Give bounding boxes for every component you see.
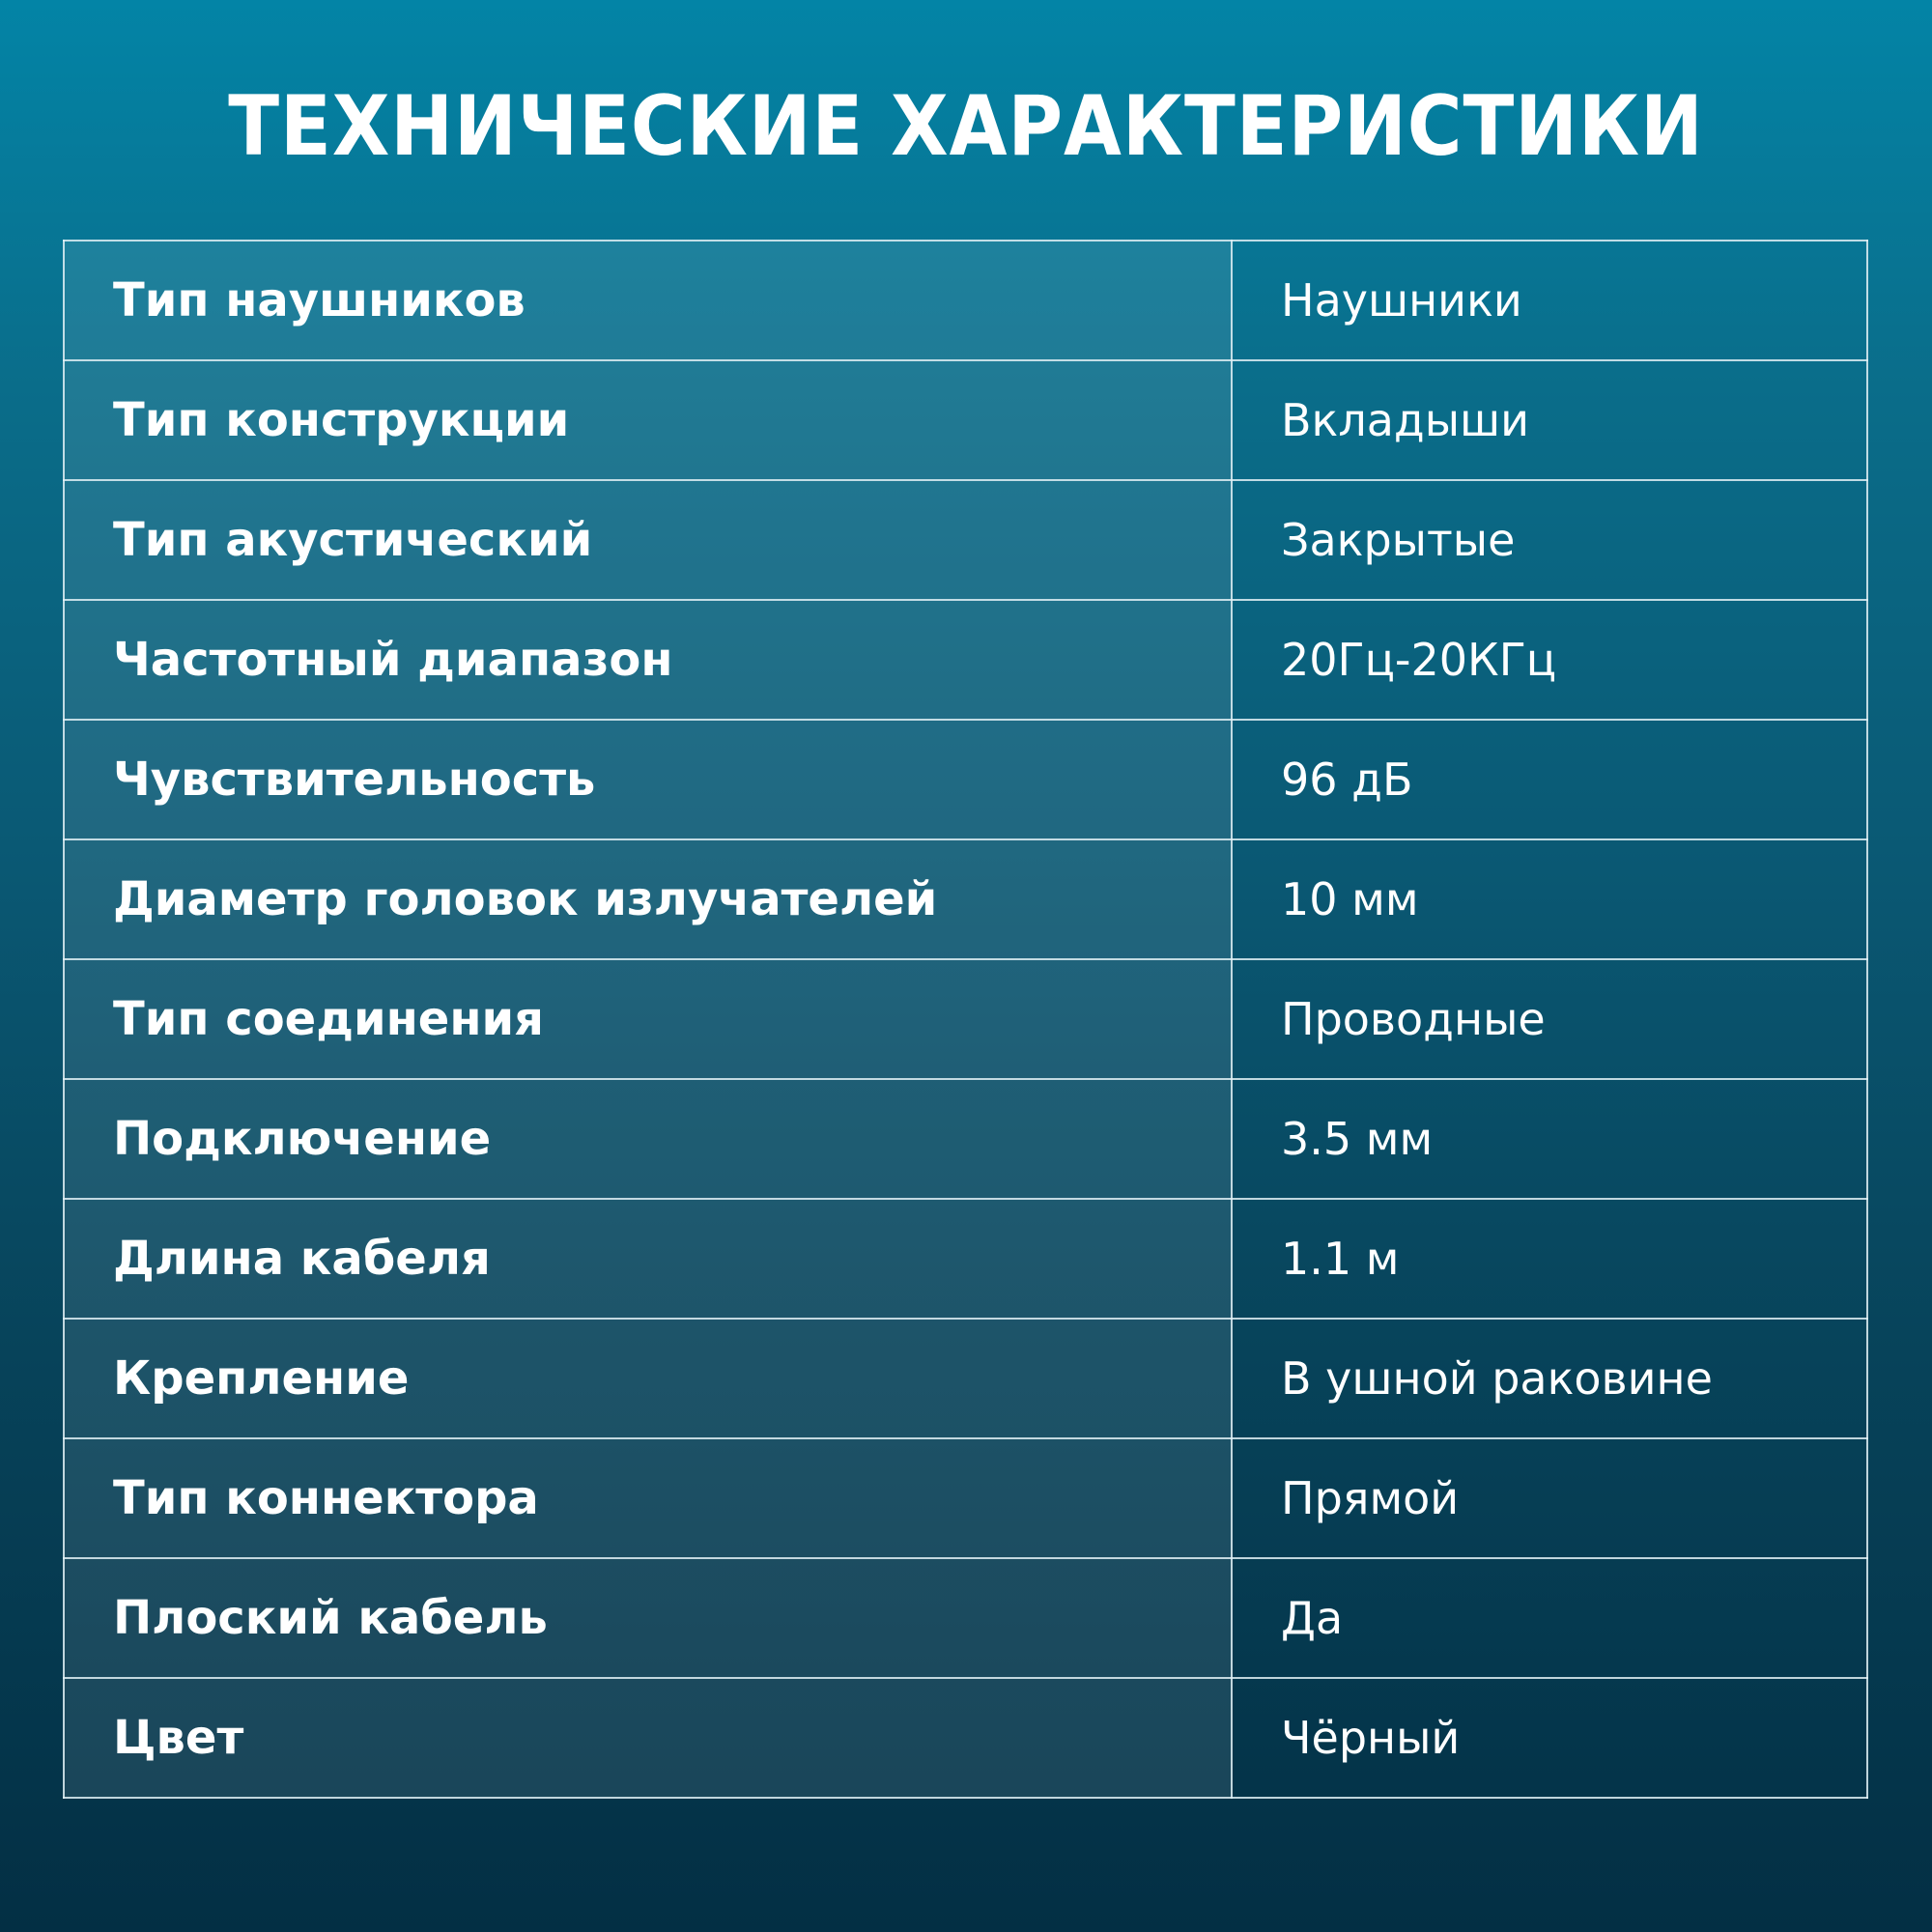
spec-label-cell <box>64 1319 1232 1438</box>
spec-label: Частотный диапазон <box>113 633 673 687</box>
spec-row-construction-type <box>64 360 1867 480</box>
page-title: ТЕХНИЧЕСКИЕ ХАРАКТЕРИСТИКИ <box>228 78 1704 175</box>
spec-value-cell <box>1232 241 1867 360</box>
spec-label-cell <box>64 1678 1232 1798</box>
spec-label: Чувствительность <box>113 753 596 807</box>
spec-value-cell <box>1232 1438 1867 1558</box>
spec-label: Подключение <box>113 1112 492 1166</box>
spec-value-cell <box>1232 1079 1867 1199</box>
spec-value: Да <box>1281 1592 1344 1644</box>
spec-label: Цвет <box>113 1711 244 1765</box>
spec-value-cell <box>1232 1319 1867 1438</box>
spec-value: 3.5 мм <box>1281 1113 1434 1165</box>
spec-value-cell <box>1232 720 1867 839</box>
spec-label: Длина кабеля <box>113 1232 491 1286</box>
spec-value: В ушной раковине <box>1281 1352 1713 1405</box>
spec-value: 96 дБ <box>1281 753 1413 806</box>
spec-label: Тип коннектора <box>113 1471 539 1525</box>
spec-row-flat-cable <box>64 1558 1867 1678</box>
spec-label-cell <box>64 1079 1232 1199</box>
spec-row-frequency-range <box>64 600 1867 720</box>
spec-label: Крепление <box>113 1351 410 1406</box>
spec-value: Проводные <box>1281 993 1546 1045</box>
spec-label: Тип акустический <box>113 513 593 567</box>
spec-value: Наушники <box>1281 274 1522 327</box>
spec-value-cell <box>1232 1678 1867 1798</box>
spec-row-driver-diameter <box>64 839 1867 959</box>
spec-label-cell <box>64 480 1232 600</box>
spec-value-cell <box>1232 1558 1867 1678</box>
spec-value-cell <box>1232 959 1867 1079</box>
spec-value-cell <box>1232 1199 1867 1319</box>
spec-label: Тип наушников <box>113 273 526 327</box>
spec-value-cell <box>1232 600 1867 720</box>
spec-row-headphone-type <box>64 241 1867 360</box>
spec-value: Закрытые <box>1281 514 1516 566</box>
spec-row-connector-type <box>64 1438 1867 1558</box>
spec-label: Тип соединения <box>113 992 544 1046</box>
spec-value-cell <box>1232 839 1867 959</box>
spec-value: 1.1 м <box>1281 1233 1400 1285</box>
spec-label: Плоский кабель <box>113 1591 548 1645</box>
spec-value-cell <box>1232 480 1867 600</box>
spec-value: Вкладыши <box>1281 394 1530 446</box>
spec-row-color <box>64 1678 1867 1798</box>
spec-value: 20Гц-20КГц <box>1281 634 1557 686</box>
spec-value-cell <box>1232 360 1867 480</box>
spec-label-cell <box>64 720 1232 839</box>
spec-label-cell <box>64 1199 1232 1319</box>
spec-row-mounting <box>64 1319 1867 1438</box>
spec-table <box>63 240 1868 1799</box>
spec-value: 10 мм <box>1281 873 1419 925</box>
spec-label-cell <box>64 959 1232 1079</box>
spec-value: Прямой <box>1281 1472 1460 1524</box>
spec-label-cell <box>64 839 1232 959</box>
spec-value: Чёрный <box>1281 1712 1461 1764</box>
spec-label: Тип конструкции <box>113 393 570 447</box>
spec-row-acoustic-type <box>64 480 1867 600</box>
spec-label-cell <box>64 1558 1232 1678</box>
spec-label-cell <box>64 360 1232 480</box>
spec-label-cell <box>64 600 1232 720</box>
spec-label-cell <box>64 241 1232 360</box>
spec-row-cable-length <box>64 1199 1867 1319</box>
spec-row-sensitivity <box>64 720 1867 839</box>
spec-label: Диаметр головок излучателей <box>113 872 938 926</box>
spec-label-cell <box>64 1438 1232 1558</box>
spec-row-connector <box>64 1079 1867 1199</box>
spec-row-connection-type <box>64 959 1867 1079</box>
